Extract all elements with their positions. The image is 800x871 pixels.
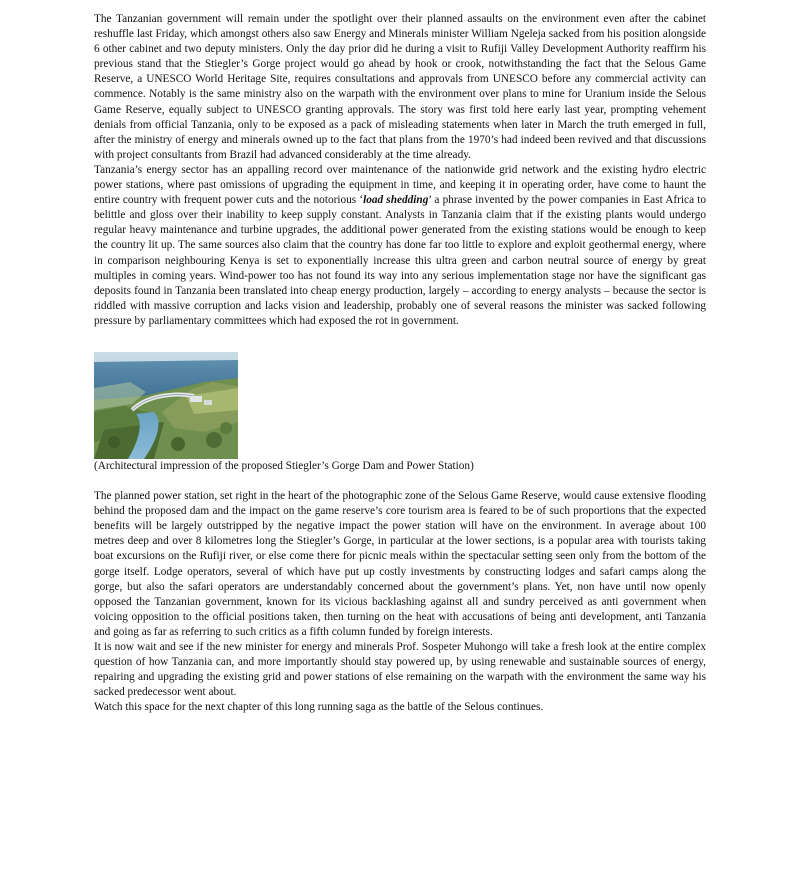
energy-text-after: ’ a phrase invented by the power companies in East Africa to belittle and gloss over their inability to keep supply constant. Analysts in Tanzania claim that if the existing plants would undergo regular heavy maintenance and turbine upgrades, the additional power generated from the existing stations would be enough to keep the country lit up. The same sources also claim that the country has done far too little to explore and exploit geothermal energy, where in comparison neighbouring Kenya is set to exponentially increase this ultra green and carbon neutral source of energy by great multiples in coming years. Wind-power too has not found its way into any serious implementation stage nor have the significant gas deposits found in Tanzania been translated into cheap energy production, largely – according to energy analysts – because the sector is riddled with massive corruption and lacks vision and leadership, probably one of several reasons the minister was sacked following pressure by parliamentary committees which had exposed the rot in government.	[94, 194, 707, 327]
paragraph-energy-sector	[94, 163, 706, 329]
paragraph-cabinet-reshuffle: The Tanzanian government will remain under the spotlight over their planned assaults on the environment even after the cabinet reshuffle last Friday, which amongst others also saw Energy and Minerals minister William Ngeleja sacked from his position alongside 6 other cabinet and two deputy ministers. Only the day prior did he during a visit to Rufiji Valley Development Authority reaffirm his previous stand that the Stiegler’s Gorge project would go ahead by hook or crook, notwithstanding the fact that the Selous Game Reserve, a UNESCO World Heritage Site, requires consultations and approvals from UNESCO before any commercial activity can commence. Notably is the same ministry also on the warpath with the environment over plans to mine for Uranium inside the Selous Game Reserve, equally subject to UNESCO granting approvals. The story was first told here early last year, prompting vehement denials from official Tanzania, only to be exposed as a pack of misleading statements when later in March the truth emerged in full, after the ministry of energy and minerals owned up to the fact that plans from the 1970’s had indeed been revived and that discussions with project consultants from Brazil had advanced considerably at the time already.	[94, 13, 706, 161]
spacer	[94, 474, 706, 489]
paragraph-closing: Watch this space for the next chapter of this long running saga as the battle of the Selous continues.	[94, 701, 544, 714]
spacer	[94, 329, 706, 352]
load-shedding-emphasis: load shedding	[363, 194, 429, 207]
dam-illustration-image	[94, 352, 238, 459]
article-body	[94, 12, 706, 715]
image-caption: (Architectural impression of the proposed Stiegler’s Gorge Dam and Power Station)	[94, 459, 474, 472]
energy-text-before: Tanzania’s energy sector has an appalling record over maintenance of the nationwide grid network and the existing hydro electric power stations, where past omissions of upgrading the equipment in time, and keeping it in operating order, have come to haunt the entire country with frequent power cuts and the notorious ‘	[94, 163, 706, 207]
paragraph-power-station-impact: The planned power station, set right in the heart of the photographic zone of the Selous Game Reserve, would cause extensive flooding behind the proposed dam and the impact on the game reserve’s core tourism area is feared to be of such proportions that the expected benefits will be largely outstripped by the negative impact the power station will have on the environment. In average about 100 metres deep and over 8 kilometres long the Stiegler’s Gorge, in particular at the lower sections, is a popular area with tourists taking boat excursions on the Rufiji river, or else come there for picnic meals within the spectacular setting seen only from the bottom of the gorge itself. Lodge operators, several of which have put up costly investments by constructing lodges and safari camps along the gorge, but also the safari operators are understandably concerned about the government’s plans. Yet, non have until now openly opposed the Tanzanian government, known for its vicious backlashing against all and sundry perceived as anti government when voicing opposition to the official positions taken, then turning on the heat with accusations of being anti development, anti Tanzania and going as far as referring to such critics as a fifth column funded by foreign interests.	[94, 490, 706, 638]
paragraph-new-minister: It is now wait and see if the new minister for energy and minerals Prof. Sospeter Muhongo will take a fresh look at the entire complex question of how Tanzania can, and more importantly should stay powered up, by using renewable and sustainable sources of energy, repairing and upgrading the existing grid and power stations of else remaining on the warpath with the environment the same way his sacked predecessor went about.	[94, 641, 706, 699]
